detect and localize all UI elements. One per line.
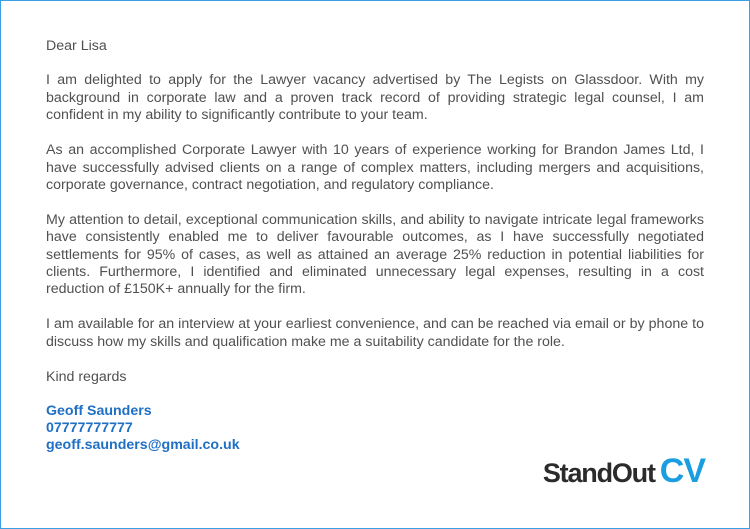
- standout-cv-logo: [543, 452, 705, 488]
- paragraph-achievements: My attention to detail, exceptional communication skills, and ability to navigate intricate legal frameworks have consistently enabled me to deliver favourable outcomes, as I have successfully negotiated settlements for 95% of cases, as well as attained an average 25% reduction in potential liabilities for clients. Furthermore, I identified and eliminated unnecessary legal expenses, resulting in a cost reduction of £150K+ annually for the firm.: [46, 211, 704, 298]
- signature-phone: 07777777777: [46, 420, 133, 437]
- logo-wordmark: StandOut: [542, 458, 655, 488]
- signature-email: geoff.saunders@gmail.co.uk: [46, 437, 240, 454]
- logo-accent: CV: [659, 452, 705, 490]
- signature-name: Geoff Saunders: [46, 403, 152, 420]
- cover-letter: [46, 38, 704, 454]
- paragraph-availability: I am available for an interview at your earliest convenience, and can be reached via email or by phone to discuss how my skills and qualification make me a suitability candidate for the role.: [46, 316, 704, 350]
- paragraph-intro: I am delighted to apply for the Lawyer vacancy advertised by The Legists on Glassdoor. With my background in corporate law and a proven track record of providing strategic legal counsel, I am confident in my ability to significantly contribute to your team.: [46, 72, 704, 124]
- paragraph-experience: As an accomplished Corporate Lawyer with 10 years of experience working for Brandon James Ltd, I have successfully advised clients on a range of complex matters, including mergers and acquisitions, corporate governance, contract negotiation, and regulatory compliance.: [46, 142, 704, 193]
- greeting: Dear Lisa: [46, 38, 107, 54]
- closing: Kind regards: [46, 368, 127, 385]
